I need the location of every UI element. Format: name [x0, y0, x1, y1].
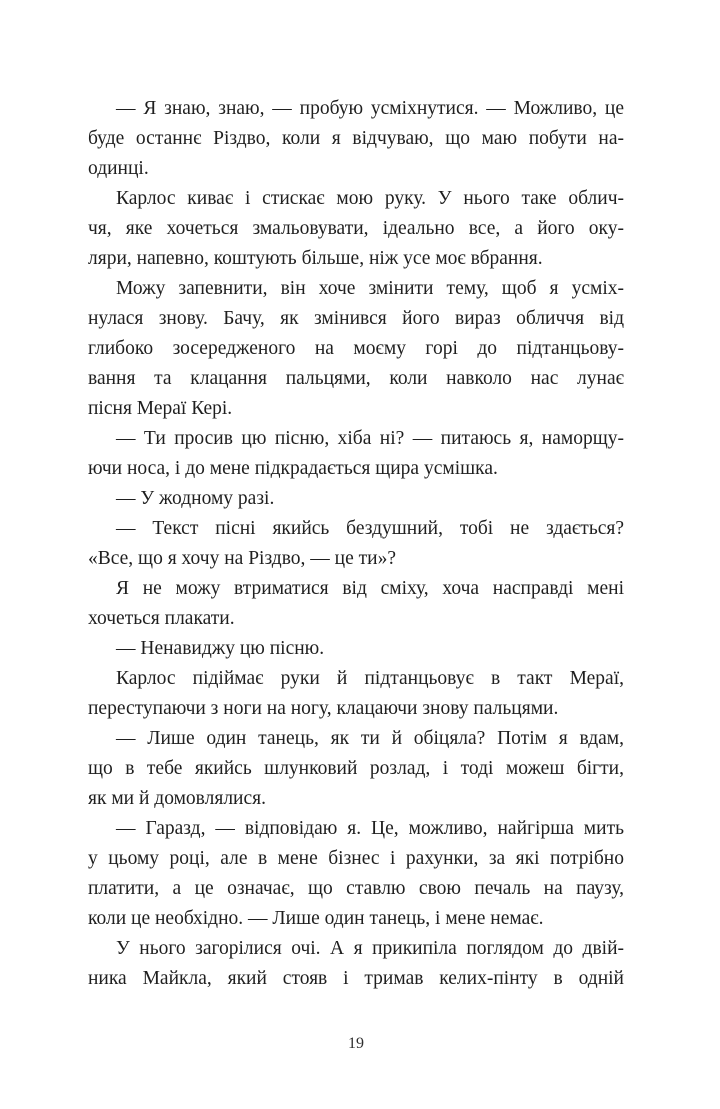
text-line: ючи носа, і до мене підкрадається щира усмішка. [88, 458, 498, 479]
text-line: у цьому році, але в мене бізнес і рахунки, за які потрібно [88, 848, 624, 869]
paragraph [88, 514, 624, 574]
text-line: глибоко зосередженого на моєму горі до підтанцьову- [88, 338, 624, 359]
text-line: що в тебе якийсь шлунковий розлад, і тоді можеш бігти, [88, 758, 624, 779]
text-line: — Текст пісні якийсь бездушний, тобі не здається? [116, 518, 624, 539]
paragraph [88, 484, 624, 514]
text-line: як ми й домовлялися. [88, 788, 266, 809]
text-line: — У жодному разі. [116, 488, 275, 509]
text-line: Можу запевнити, він хоче змінити тему, щоб я усміх- [116, 278, 624, 299]
text-block [88, 94, 624, 994]
paragraph [88, 814, 624, 934]
text-line: — Ти просив цю пісню, хіба ні? — питаюсь я, наморщу- [116, 428, 624, 449]
text-line: ника Майкла, який стояв і тримав келих-пінту в одній [88, 968, 624, 989]
paragraph [88, 94, 624, 184]
text-line: нулася знову. Бачу, як змінився його вираз обличчя від [88, 308, 624, 329]
text-line: переступаючи з ноги на ногу, клацаючи знову пальцями. [88, 698, 559, 719]
text-line: — Гаразд, — відповідаю я. Це, можливо, найгірша мить [116, 818, 624, 839]
text-line: вання та клацання пальцями, коли навколо нас лунає [88, 368, 624, 389]
text-line: У нього загорілися очі. А я прикипіла поглядом до двій- [116, 938, 624, 959]
text-line: ляри, напевно, коштують більше, ніж усе моє вбрання. [88, 248, 543, 269]
text-line: — Лише один танець, як ти й обіцяла? Потім я вдам, [116, 728, 624, 749]
text-line: Карлос киває і стискає мою руку. У нього таке облич- [116, 188, 624, 209]
paragraph [88, 934, 624, 994]
text-line: чя, яке хочеться змальовувати, ідеально все, а його оку- [88, 218, 624, 239]
text-line: Карлос підіймає руки й підтанцьовує в такт Мераї, [116, 668, 624, 689]
paragraph [88, 724, 624, 814]
text-line: одинці. [88, 158, 149, 179]
text-line: Я не можу втриматися від сміху, хоча насправді мені [116, 578, 624, 599]
text-line: пісня Мераї Кері. [88, 398, 233, 419]
text-line: платити, а це означає, що ставлю свою печаль на паузу, [88, 878, 624, 899]
page-number: 19 [348, 1035, 364, 1052]
text-line: «Все, що я хочу на Різдво, — це ти»? [88, 548, 397, 569]
paragraph [88, 184, 624, 274]
paragraph [88, 274, 624, 424]
text-line: коли це необхідно. — Лише один танець, і мене немає. [88, 908, 544, 929]
text-line: — Ненавиджу цю пісню. [116, 638, 325, 659]
text-line: буде останнє Різдво, коли я відчуваю, що маю побути на- [88, 128, 624, 149]
paragraph [88, 574, 624, 634]
text-line: хочеться плакати. [88, 608, 235, 629]
paragraph [88, 634, 624, 664]
paragraph [88, 664, 624, 724]
paragraph [88, 424, 624, 484]
text-line: — Я знаю, знаю, — пробую усміхнутися. — Можливо, це [116, 98, 624, 119]
